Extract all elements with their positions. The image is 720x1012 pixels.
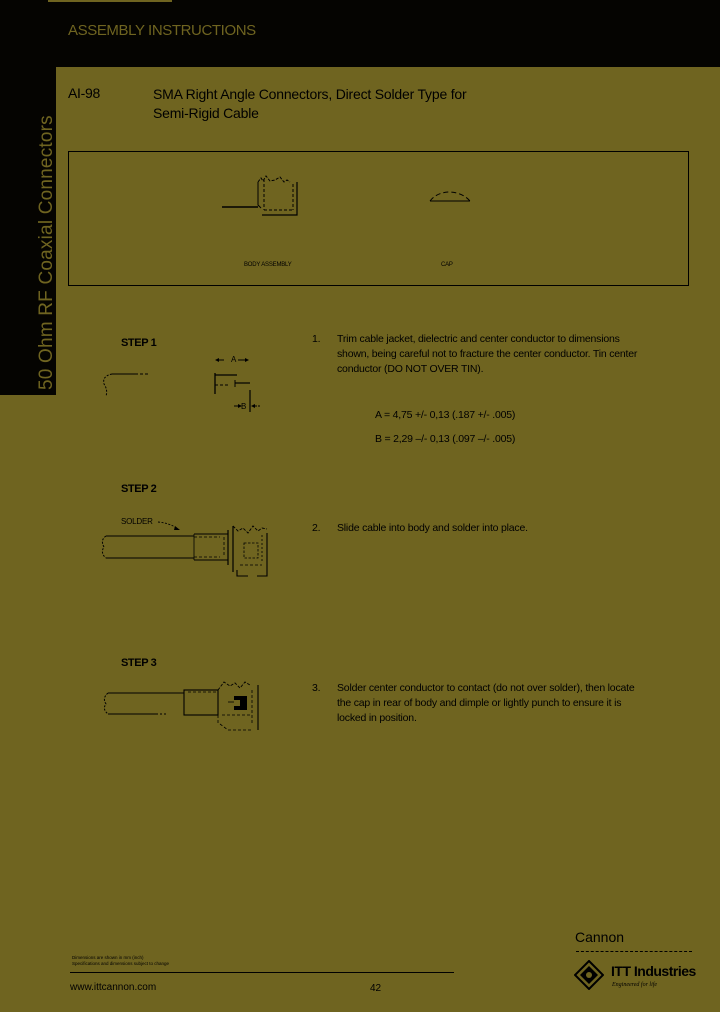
- step-2-label: STEP 2: [121, 483, 157, 495]
- brand-tagline: Engineered for life: [612, 982, 658, 988]
- brand-itt-industries: ITT Industries: [611, 963, 696, 979]
- step-1-text-line-2: shown, being careful not to fracture the center conductor. Tin center: [337, 348, 638, 360]
- step-2-number: 2.: [312, 522, 321, 534]
- step-1-label: STEP 1: [121, 337, 157, 349]
- dimension-b-value: B = 2,29 –/- 0,13 (.097 –/- .005): [375, 433, 516, 445]
- footer-url-link[interactable]: www.ittcannon.com: [70, 982, 157, 993]
- step-3-number: 3.: [312, 682, 321, 694]
- document-title-line-1: SMA Right Angle Connectors, Direct Solder Type for: [153, 86, 467, 102]
- step-1-dimension-drawing-icon: [210, 350, 270, 416]
- step-1-number: 1.: [312, 333, 321, 345]
- footer-note: [72, 955, 169, 967]
- parts-box: [68, 151, 689, 286]
- step-2-text-line-1: Slide cable into body and solder into place.: [337, 522, 528, 534]
- page-number: 42: [370, 983, 382, 994]
- brand-divider: [576, 951, 692, 952]
- step-3-instruction: [312, 681, 702, 726]
- step-1-text-line-1: Trim cable jacket, dielectric and center conductor to dimensions: [337, 333, 620, 345]
- step-1-text-line-3: conductor (DO NOT OVER TIN).: [337, 363, 484, 375]
- step-1-cable-drawing-icon: [100, 368, 150, 398]
- step-3-text-line-2: the cap in rear of body and dimple or lightly punch to ensure it is: [337, 697, 622, 709]
- solder-callout: SOLDER: [121, 517, 153, 526]
- body-assembly-drawing-icon: [220, 172, 310, 222]
- footer-note-line-1: Dimensions are shown in mm (inch): [72, 955, 144, 960]
- document-id: AI-98: [68, 85, 100, 101]
- dimension-b-label: B: [241, 402, 247, 411]
- step-3-text-line-3: locked in position.: [337, 712, 417, 724]
- header-rule: [48, 0, 172, 2]
- side-title: 50 Ohm RF Coaxial Connectors: [36, 115, 57, 390]
- dimension-a-label: A: [231, 355, 237, 364]
- itt-logo-icon: [574, 960, 604, 990]
- document-title-line-2: Semi-Rigid Cable: [153, 105, 259, 121]
- step-3-text-line-1: Solder center conductor to contact (do not over solder), then locate: [337, 682, 635, 694]
- step-2-instruction: [312, 521, 692, 536]
- footer-rule: [70, 972, 454, 973]
- step-3-drawing-icon: [100, 680, 275, 740]
- footer-note-line-2: Specifications and dimensions subject to change: [72, 961, 170, 966]
- step-1-instruction: [312, 332, 692, 377]
- dimension-a-value: A = 4,75 +/- 0,13 (.187 +/- .005): [375, 409, 516, 421]
- step-3-label: STEP 3: [121, 657, 157, 669]
- section-title: ASSEMBLY INSTRUCTIONS: [68, 22, 256, 39]
- brand-cannon: Cannon: [575, 929, 625, 945]
- part-label-body-assembly: BODY ASSEMBLY: [244, 262, 292, 268]
- cap-drawing-icon: [428, 190, 472, 204]
- step-2-drawing-icon: [100, 515, 270, 580]
- part-label-cap: CAP: [441, 262, 453, 268]
- document-title: [153, 85, 466, 123]
